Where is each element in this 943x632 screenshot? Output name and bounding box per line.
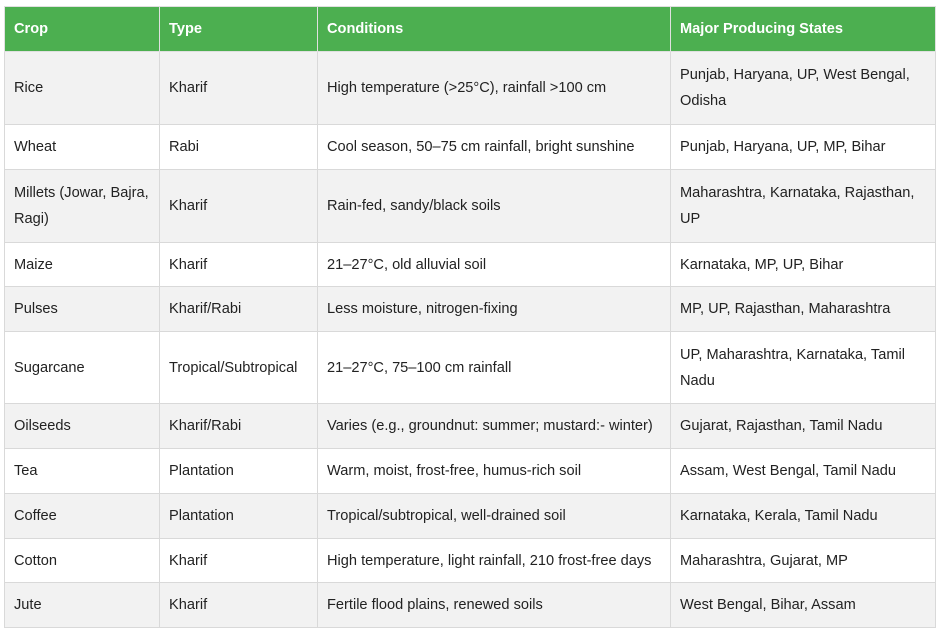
cell-conditions: Cool season, 50–75 cm rainfall, bright sunshine	[318, 125, 671, 170]
cell-states: Maharashtra, Karnataka, Rajasthan, UP	[671, 170, 936, 243]
table-row	[5, 449, 936, 494]
cell-states: Karnataka, MP, UP, Bihar	[671, 243, 936, 287]
cell-crop: Oilseeds	[5, 404, 160, 449]
cell-type: Kharif	[160, 52, 318, 125]
table-row	[5, 332, 936, 404]
cell-crop: Jute	[5, 583, 160, 628]
cell-type: Kharif/Rabi	[160, 404, 318, 449]
cell-states: Gujarat, Rajasthan, Tamil Nadu	[671, 404, 936, 449]
cell-states: West Bengal, Bihar, Assam	[671, 583, 936, 628]
cell-states: Maharashtra, Gujarat, MP	[671, 539, 936, 583]
cell-crop: Pulses	[5, 287, 160, 332]
cell-states: UP, Maharashtra, Karnataka, Tamil Nadu	[671, 332, 936, 404]
cell-crop: Cotton	[5, 539, 160, 583]
header-type: Type	[160, 7, 318, 52]
cell-type: Tropical/Subtropical	[160, 332, 318, 404]
cell-type: Kharif	[160, 583, 318, 628]
cell-crop: Rice	[5, 52, 160, 125]
table-row	[5, 404, 936, 449]
cell-conditions: Varies (e.g., groundnut: summer; mustard:- winter)	[318, 404, 671, 449]
table-header	[5, 7, 936, 52]
cell-type: Plantation	[160, 494, 318, 539]
cell-conditions: High temperature (>25°C), rainfall >100 cm	[318, 52, 671, 125]
table-row	[5, 243, 936, 287]
cell-states: Assam, West Bengal, Tamil Nadu	[671, 449, 936, 494]
cell-conditions: Warm, moist, frost-free, humus-rich soil	[318, 449, 671, 494]
cell-crop: Millets (Jowar, Bajra, Ragi)	[5, 170, 160, 243]
cell-states: Karnataka, Kerala, Tamil Nadu	[671, 494, 936, 539]
table-row	[5, 583, 936, 628]
cell-conditions: Tropical/subtropical, well-drained soil	[318, 494, 671, 539]
cell-conditions: High temperature, light rainfall, 210 frost-free days	[318, 539, 671, 583]
cell-conditions: 21–27°C, old alluvial soil	[318, 243, 671, 287]
cell-states: MP, UP, Rajasthan, Maharashtra	[671, 287, 936, 332]
table-row	[5, 494, 936, 539]
cell-states: Punjab, Haryana, UP, MP, Bihar	[671, 125, 936, 170]
cell-conditions: Fertile flood plains, renewed soils	[318, 583, 671, 628]
table-row	[5, 52, 936, 125]
header-states: Major Producing States	[671, 7, 936, 52]
cell-conditions: 21–27°C, 75–100 cm rainfall	[318, 332, 671, 404]
table-row	[5, 170, 936, 243]
cell-type: Kharif	[160, 539, 318, 583]
cell-states: Punjab, Haryana, UP, West Bengal, Odisha	[671, 52, 936, 125]
cell-conditions: Rain-fed, sandy/black soils	[318, 170, 671, 243]
cell-type: Plantation	[160, 449, 318, 494]
cell-crop: Sugarcane	[5, 332, 160, 404]
cell-type: Kharif/Rabi	[160, 287, 318, 332]
table-row	[5, 287, 936, 332]
cell-type: Kharif	[160, 243, 318, 287]
cell-crop: Tea	[5, 449, 160, 494]
header-crop: Crop	[5, 7, 160, 52]
header-conditions: Conditions	[318, 7, 671, 52]
cell-crop: Wheat	[5, 125, 160, 170]
cell-crop: Coffee	[5, 494, 160, 539]
cell-type: Rabi	[160, 125, 318, 170]
cell-crop: Maize	[5, 243, 160, 287]
table-row	[5, 125, 936, 170]
cell-type: Kharif	[160, 170, 318, 243]
table-row	[5, 539, 936, 583]
crop-table-container	[4, 6, 935, 628]
header-row	[5, 7, 936, 52]
crop-table	[4, 6, 936, 628]
cell-conditions: Less moisture, nitrogen-fixing	[318, 287, 671, 332]
table-body	[5, 52, 936, 628]
